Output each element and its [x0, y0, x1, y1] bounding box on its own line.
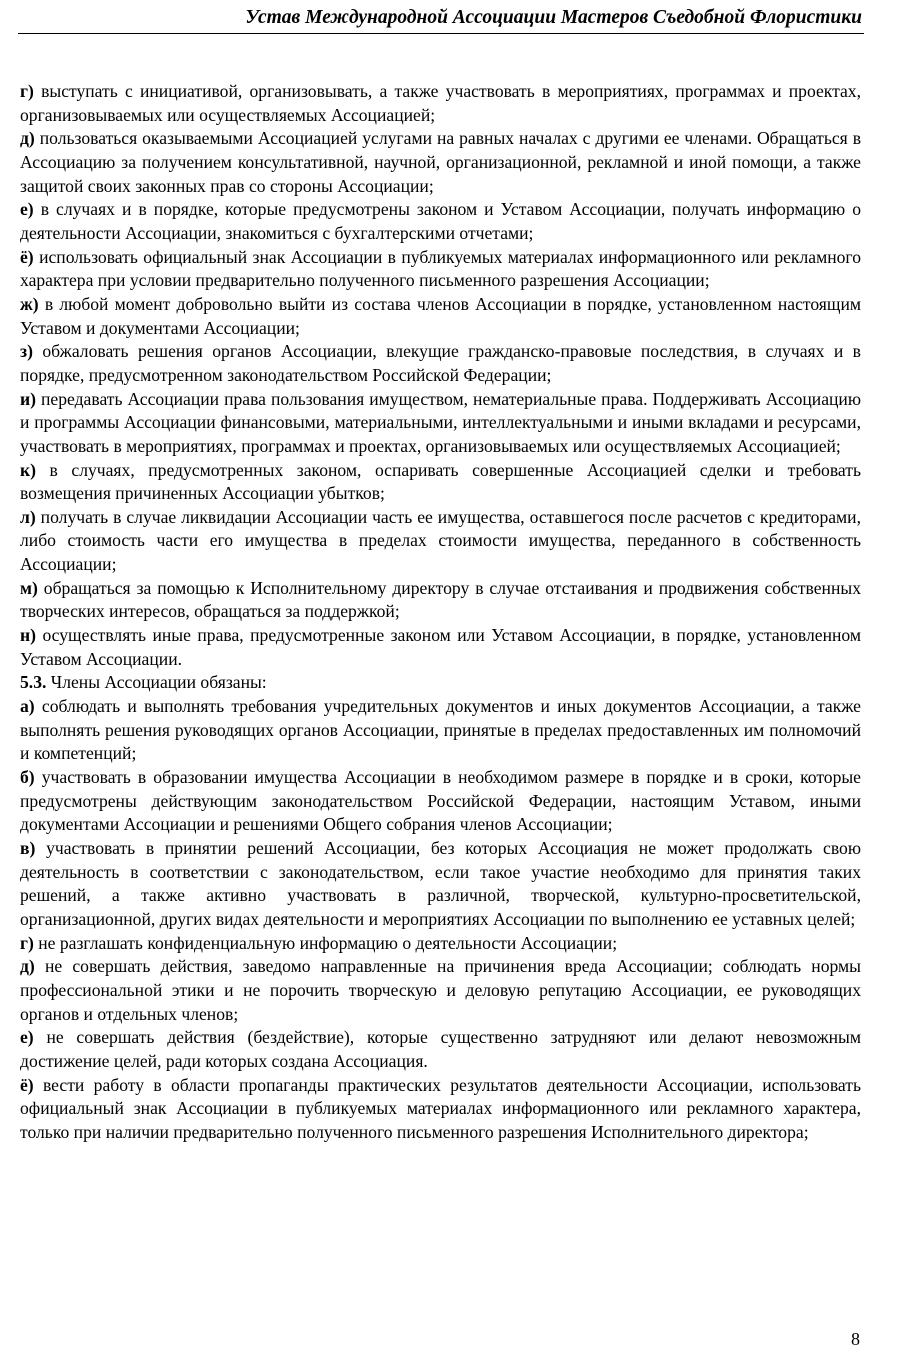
item-label: ж) — [20, 293, 39, 314]
item-label: и) — [20, 388, 36, 409]
item-label: г) — [20, 81, 34, 101]
item-text: не разглашать конфиденциальную информацию о деятельности Ассоциации; — [33, 932, 618, 953]
item-label: м) — [20, 577, 38, 598]
list-item — [20, 1074, 861, 1145]
list-item — [20, 932, 861, 956]
item-label: д) — [20, 956, 35, 977]
item-label: л) — [20, 506, 36, 527]
item-text: обращаться за помощью к Исполнительному директору в случае отстаивания и продвижения собственных творческих интересов, обращаться за поддержкой; — [20, 577, 861, 622]
item-label: г) — [20, 932, 34, 953]
item-label: ё) — [20, 246, 34, 267]
item-text: осуществлять иные права, предусмотренные законом или Уставом Ассоциации, в порядке, установленном Уставом Ассоциации. — [20, 625, 861, 669]
list-item — [20, 624, 861, 671]
item-label: е) — [20, 199, 34, 220]
list-item — [20, 766, 861, 837]
list-item — [20, 1026, 861, 1073]
item-label: з) — [20, 341, 33, 362]
item-label: в) — [20, 838, 36, 858]
item-text: получать в случае ликвидации Ассоциации часть ее имущества, оставшегося после расчетов с кредиторами, либо стоимость части его имущества в пределах стоимости имущества, переданного в собственность Ассоциации; — [20, 506, 861, 575]
page-number: 8 — [851, 1329, 860, 1349]
list-item — [20, 340, 861, 387]
item-label: а) — [20, 696, 35, 717]
list-item — [20, 459, 861, 506]
item-label: е) — [20, 1027, 34, 1048]
item-text: Члены Ассоциации обязаны: — [46, 672, 267, 693]
item-text: в любой момент добровольно выйти из состава членов Ассоциации в порядке, установленном настоящим Уставом и документами Ассоциации; — [20, 293, 861, 338]
item-text: пользоваться оказываемыми Ассоциацией услугами на равных началах с другими ее членами. Обращаться в Ассоциацию за получением консультативной, научной, организационной, рекламной и иной помощи, а также защитой своих законных прав со стороны Ассоциации; — [20, 128, 861, 196]
item-text: в случаях и в порядке, которые предусмотрены законом и Уставом Ассоциации, получать информацию о деятельности Ассоциации, знакомиться с бухгалтерскими отчетами; — [20, 199, 861, 243]
item-text: использовать официальный знак Ассоциации в публикуемых материалах информационного или рекламного характера при условии предварительно полученного письменного разрешения Ассоциации; — [20, 246, 861, 291]
page-header — [18, 4, 864, 34]
item-text: не совершать действия, заведомо направленные на причинения вреда Ассоциации; соблюдать нормы профессиональной этики и не порочить творческую и деловую репутацию Ассоциации, ее руководящих органов и отдельных членов; — [20, 956, 861, 1024]
item-label: б) — [20, 767, 35, 788]
item-text: в случаях, предусмотренных законом, оспаривать совершенные Ассоциацией сделки и требовать возмещения причиненных Ассоциации убытков; — [20, 459, 861, 504]
item-text: обжаловать решения органов Ассоциации, влекущие гражданско-правовые последствия, в случаях и в порядке, предусмотренном законодательством Российской Федерации; — [20, 341, 861, 385]
list-item — [20, 293, 861, 340]
item-text: соблюдать и выполнять требования учредительных документов и иных документов Ассоциации, а также выполнять решения руководящих органов Ассоциации, принятые в пределах предоставленных им полномочий и компетенций; — [20, 696, 861, 764]
item-label: д) — [20, 128, 35, 149]
header-title: Устав Международной Ассоциации Мастеров Съедобной Флористики — [245, 7, 862, 28]
list-item — [20, 955, 861, 1026]
list-item — [20, 388, 861, 459]
list-item — [20, 837, 861, 932]
item-text: не совершать действия (бездействие), которые существенно затрудняют или делают невозможным достижение целей, ради которых создана Ассоциация. — [20, 1027, 861, 1071]
item-text: участвовать в образовании имущества Ассоциации в необходимом размере в порядке и в сроки, которые предусмотрены действующим законодательством Российской Федерации, настоящим Уставом, иными документами Ассоциации и решениями Общего собрания членов Ассоциации; — [20, 767, 861, 835]
document-body — [20, 80, 861, 1145]
item-text: передавать Ассоциации права пользования имуществом, нематериальные права. Поддерживать Ассоциацию и программы Ассоциации финансовыми, материальными, интеллектуальными и иными вкладами и ресурсами, участвовать в мероприятиях, программах и проектах, организовываемых или осуществляемых Ассоциацией; — [20, 388, 861, 456]
list-item — [20, 80, 861, 127]
list-item — [20, 577, 861, 624]
item-text: выступать с инициативой, организовывать, а также участвовать в мероприятиях, программах и проектах, организовываемых или осуществляемых Ассоциацией; — [20, 81, 861, 125]
item-text: участвовать в принятии решений Ассоциации, без которых Ассоциация не может продолжать свою деятельность в соответствии с законодательством, если такое участие необходимо для принятия таких решений, а также активно участвовать в различной, творческой, культурно-просветительской, организационной, других видах деятельности и мероприятиях Ассоциации по выполнению ее уставных целей; — [20, 838, 861, 929]
item-label: к) — [20, 459, 36, 480]
item-label: ё) — [20, 1074, 34, 1095]
list-item — [20, 127, 861, 198]
item-label: 5.3. — [20, 672, 47, 693]
list-item — [20, 695, 861, 766]
list-item — [20, 506, 861, 577]
list-item — [20, 671, 861, 695]
list-item — [20, 246, 861, 293]
list-item — [20, 198, 861, 245]
item-label: н) — [20, 625, 36, 646]
item-text: вести работу в области пропаганды практических результатов деятельности Ассоциации, использовать официальный знак Ассоциации в публикуемых материалах информационного или рекламного характера, только при наличии предварительно полученного письменного разрешения Исполнительного директора; — [20, 1074, 861, 1142]
